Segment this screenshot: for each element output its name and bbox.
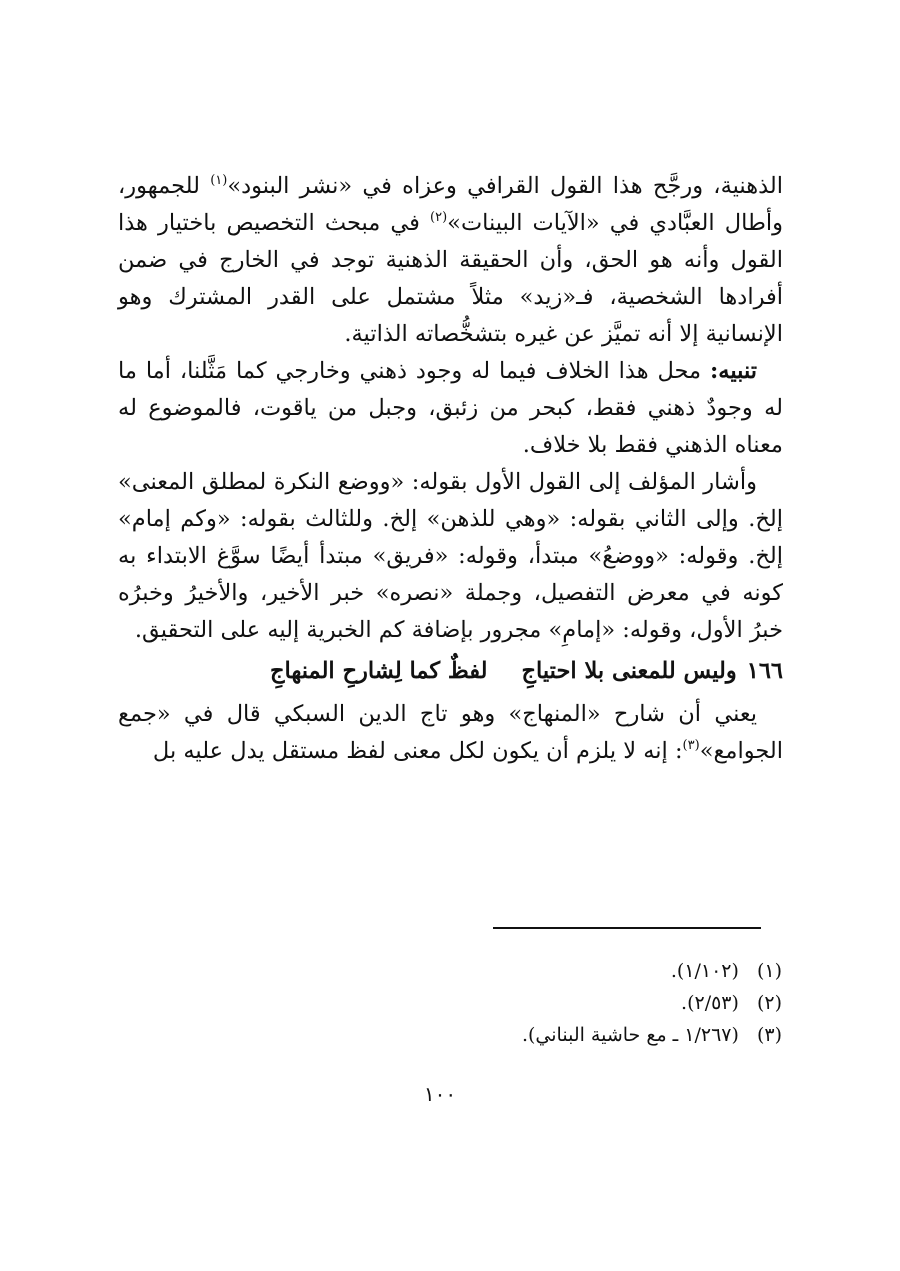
- footnote-marker: (٢): [756, 992, 782, 1014]
- verse-hemistich-2: لفظٌ كما لِشارحِ المنهاجِ: [270, 658, 488, 684]
- footnote-1: [300, 955, 782, 987]
- paragraph-3: وأشار المؤلف إلى القول الأول بقوله: «ووضع النكرة لمطلق المعنى» إلخ. وإلى الثاني بقوله: «وهي للذهن» إلخ. وللثالث بقوله: «وكم إمام» إلخ. وقوله: «ووضعُ» مبتدأ، وقوله: «فريق» مبتدأ أيضًا سوَّغ الابتداء به كونه في معرض التفصيل، وجملة «نصره» خبر الأخير، والأخيرُ وخبرُه خبرُ الأول، وقوله: «إمامِ» مجرور بإضافة كم الخبرية إليه على التحقيق.: [118, 469, 783, 643]
- footnote-text: (١/٢٦٧ ـ مع حاشية البناني).: [521, 1024, 739, 1046]
- note-text: محل هذا الخلاف فيما له وجود ذهني وخارجي كما مَثَّلنا، أما ما له وجودٌ ذهني فقط، كبحر من زئبق، وجبل من ياقوت، فالموضوع له معناه الذهني فقط بلا خلاف.: [118, 358, 783, 458]
- paragraph-last: [118, 696, 783, 770]
- paragraph-1-part-3: في مبحث التخصيص باختيار هذا القول وأنه هو الحق، وأن الحقيقة الذهنية توجد في الخارج في ضمن أفرادها الشخصية، فـ«زيد» مثلاً مشتمل على القدر المشترك وهو الإنسانية إلا أنه تميَّز عن غيره بتشخُّصاته الذاتية.: [118, 210, 783, 347]
- verse-line: [118, 653, 783, 690]
- footnote-ref-3[interactable]: (٣): [682, 738, 700, 753]
- footnote-marker: (٣): [756, 1024, 782, 1046]
- paragraph-note: [118, 353, 783, 464]
- footnote-ref-1[interactable]: (١): [210, 173, 228, 188]
- footnote-3: [300, 1019, 782, 1051]
- footnote-separator: [493, 927, 761, 929]
- note-label: تنبيه:: [710, 358, 757, 384]
- main-text: [118, 168, 783, 770]
- paragraph-last-part-1: يعني أن شارح «المنهاج» وهو تاج الدين السبكي قال في «جمع الجوامع»: [118, 701, 783, 764]
- paragraph-1-part-2: للجمهور، وأطال العبَّادي في «الآيات البينات»: [118, 173, 783, 236]
- page-number: ١٠٠: [423, 1082, 457, 1106]
- verse-hemistich-1: وليس للمعنى بلا احتياجِ: [521, 658, 737, 684]
- paragraph-1-part-1: الذهنية، ورجَّح هذا القول القرافي وعزاه في «نشر البنود»: [227, 173, 783, 199]
- paragraph-1: [118, 168, 783, 353]
- footnotes: [300, 955, 782, 1051]
- footnote-text: (١/١٠٢).: [670, 960, 739, 982]
- footnote-ref-2[interactable]: (٢): [430, 210, 448, 225]
- paragraph-last-part-2: : إنه لا يلزم أن يكون لكل معنى لفظ مستقل يدل عليه بل: [152, 738, 683, 764]
- verse-number: ١٦٦: [746, 658, 783, 684]
- footnote-marker: (١): [756, 960, 782, 982]
- footnote-text: (٢/٥٣).: [681, 992, 739, 1014]
- footnote-2: [300, 987, 782, 1019]
